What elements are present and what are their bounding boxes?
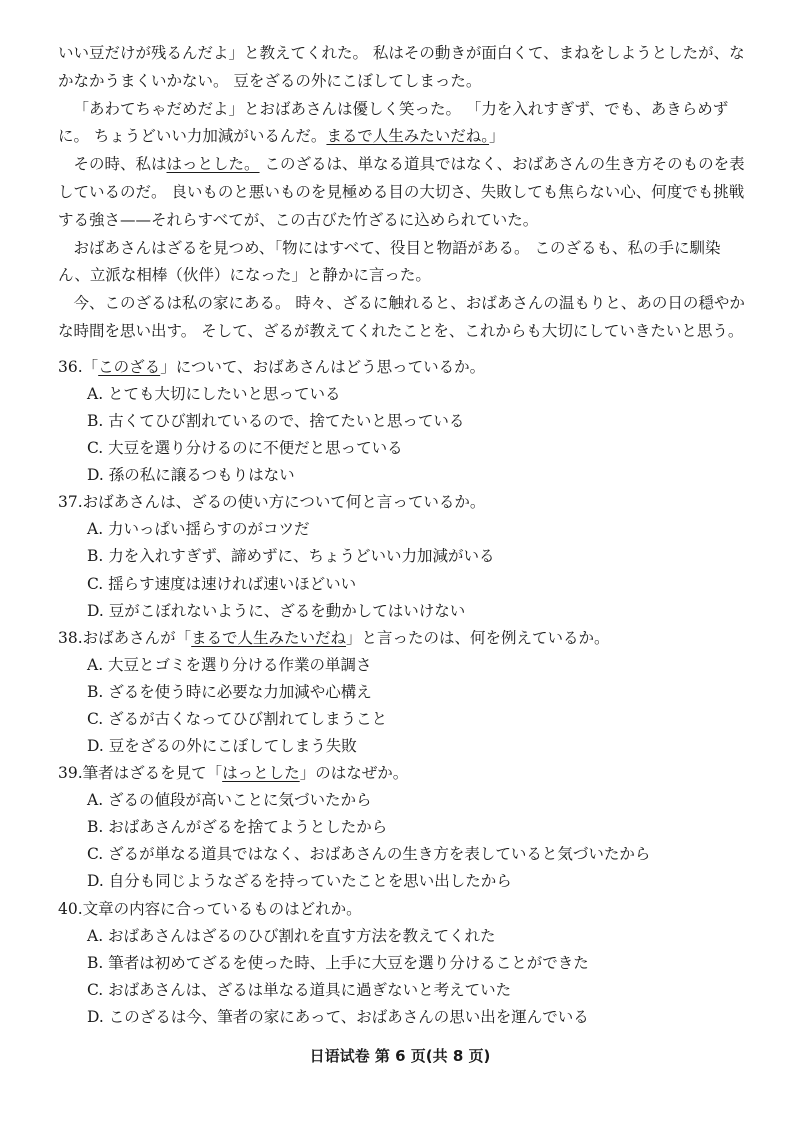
passage-paragraph-5: 今、このざるは私の家にある。 時々、ざるに触れると、おばあさんの温もりと、あの日の穏やかな時間を思い出す。 そして、ざるが教えてくれたことを、これからも大切にしていきたいと思う。 — [58, 294, 745, 340]
question-39 — [58, 760, 748, 895]
option-b[interactable]: B. 筆者は初めてざるを使った時、上手に大豆を選り分けることができた — [87, 953, 589, 972]
closing-quote-mark: 」 — [489, 127, 505, 146]
question-40 — [58, 896, 748, 1031]
question-number: 37. — [58, 493, 83, 512]
underlined-phrase-realized: はっとした。 — [166, 155, 260, 174]
question-number: 36. — [58, 358, 83, 376]
question-38 — [58, 625, 748, 760]
option-d[interactable]: D. 自分も同じようなざるを持っていたことを思い出したから — [87, 872, 512, 891]
stem-underlined: はっとした — [222, 764, 300, 783]
question-stem — [58, 760, 748, 787]
question-list — [58, 354, 748, 1031]
option-c[interactable]: C. ざるが単なる道具ではなく、おばあさんの生き方を表していると気づいたから — [87, 845, 651, 864]
passage-paragraph-2 — [58, 96, 748, 152]
option-b[interactable]: B. おばあさんがざるを捨てようとしたから — [87, 818, 388, 837]
option-b[interactable]: B. 古くてひび割れているので、捨てたいと思っている — [87, 412, 465, 431]
reading-passage — [58, 40, 748, 346]
stem-underlined: このざる — [98, 358, 161, 376]
question-stem — [58, 489, 748, 516]
paragraph-3-lead: その時、私は — [73, 155, 167, 174]
stem-text-tail: 」と言ったのは、何を例えているか。 — [346, 628, 610, 647]
option-c[interactable]: C. ざるが古くなってひび割れてしまうこと — [87, 709, 388, 728]
stem-underlined: まるで人生みたいだね — [191, 628, 347, 647]
option-d[interactable]: D. 豆をざるの外にこぼしてしまう失敗 — [87, 737, 357, 756]
stem-text: おばあさんが「 — [82, 628, 192, 647]
option-d[interactable]: D. 豆がこぼれないように、ざるを動かしてはいけない — [87, 601, 466, 620]
option-d[interactable]: D. このざるは今、筆者の家にあって、おばあさんの思い出を運んでいる — [87, 1007, 589, 1026]
passage-paragraph-1: いい豆だけが残るんだよ」と教えてくれた。 私はその動きが面白くて、まねをしようとしたが、なかなかうまくいかない。 豆をざるの外にこぼしてしまった。 — [58, 44, 745, 90]
question-number: 40. — [58, 899, 83, 918]
option-a[interactable]: A. ざるの値段が高いことに気づいたから — [87, 791, 372, 810]
stem-text: おばあさんは、ざるの使い方について何と言っているか。 — [82, 493, 486, 512]
page-footer: 日语试卷 第 6 页(共 8 页) — [309, 1047, 491, 1065]
paragraph-3-body: このざるは、単なる道具ではなく、おばあさんの生き方そのものを表しているのだ。 良いものと悪いものを見極める目の大切さ、失敗しても焦らない心、何度でも挑戦する強さ——それらすべてが、この古びた竹ざるに込められていた。 — [58, 155, 745, 229]
underlined-phrase-life: まるで人生みたいだね。 — [326, 127, 490, 146]
option-a[interactable]: A. おばあさんはざるのひび割れを直す方法を教えてくれた — [87, 926, 496, 945]
stem-text-tail: 」のはなぜか。 — [299, 764, 409, 783]
option-a[interactable]: A. とても大切にしたいと思っている — [87, 385, 341, 403]
question-36 — [58, 354, 748, 489]
question-37 — [58, 489, 748, 624]
option-c[interactable]: C. おばあさんは、ざるは単なる道具に過ぎないと考えていた — [87, 980, 512, 999]
stem-text: 筆者はざるを見て「 — [82, 764, 223, 783]
option-d[interactable]: D. 孫の私に譲るつもりはない — [87, 466, 295, 485]
option-c[interactable]: C. 大豆を選り分けるのに不便だと思っている — [87, 439, 403, 458]
option-b[interactable]: B. 力を入れすぎず、諦めずに、ちょうどいい力加減がいる — [87, 547, 495, 566]
option-b[interactable]: B. ざるを使う時に必要な力加減や心構え — [87, 682, 372, 701]
stem-text: 文章の内容に合っているものはどれか。 — [82, 899, 362, 918]
passage-paragraph-3 — [58, 151, 748, 234]
question-stem — [58, 896, 748, 923]
grandmother-quote: 「あわてちゃだめだよ」とおばあさんは優しく笑った。 「力を入れすぎず、でも、あきらめずに。 ちょうどいい力加減がいるんだ。 — [58, 99, 729, 146]
option-a[interactable]: A. 大豆とゴミを選り分ける作業の単調さ — [87, 655, 372, 674]
passage-paragraph-4: おばあさんはざるを見つめ、「物にはすべて、役目と物語がある。 このざるも、私の手に馴染ん、立派な相棒（伙伴）になった」と静かに言った。 — [58, 238, 721, 285]
option-c[interactable]: C. 揺らす速度は速ければ速いほどいい — [87, 574, 357, 593]
stem-text: 「 — [82, 358, 99, 376]
question-stem — [58, 354, 748, 381]
question-number: 38. — [58, 628, 83, 647]
question-number: 39. — [58, 764, 83, 783]
option-a[interactable]: A. 力いっぱい揺らすのがコツだ — [87, 520, 310, 539]
stem-text-tail: 」について、おばあさんはどう思っているか。 — [160, 358, 486, 376]
question-stem — [58, 625, 748, 652]
